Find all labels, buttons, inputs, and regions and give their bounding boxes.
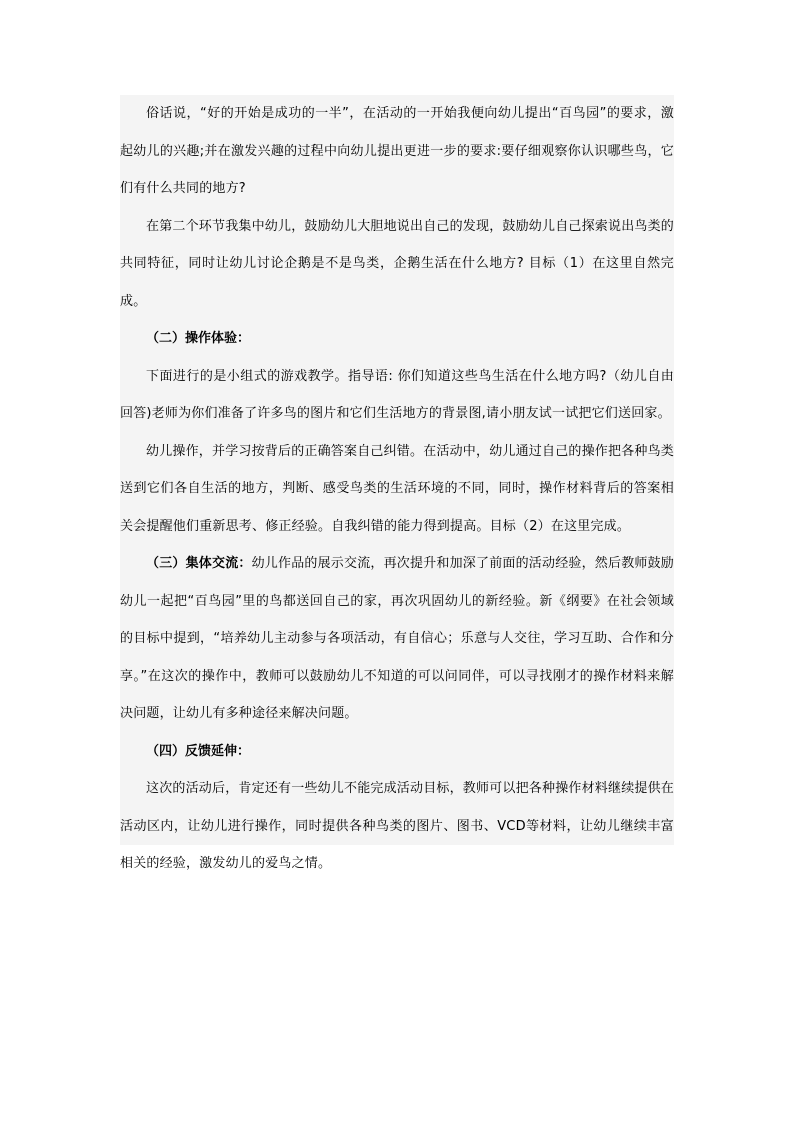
paragraph-group-exchange [120,545,674,733]
paragraph-second-step: 在第二个环节我集中幼儿，鼓励幼儿大胆地说出自己的发现，鼓励幼儿自己探索说出鸟类的共同特征，同时让幼儿讨论企鹅是不是鸟类，企鹅生活在什么地方? 目标（1）在这里自然完成。 [120,218,675,309]
document-text-block [120,95,675,871]
paragraph-intro: 俗话说，“好的开始是成功的一半”，在活动的一开始我便向幼儿提出“百鸟园”的要求，激起幼儿的兴趣;并在激发兴趣的过程中向幼儿提出更进一步的要求:要仔细观察你认识哪些鸟，它们有什么共同的地方? [120,106,674,196]
paragraph-group-game: 下面进行的是小组式的游戏教学。指导语: 你们知道这些鸟生活在什么地方吗?（幼儿自由回答)老师为你们准备了许多鸟的图片和它们生活地方的背景图,请小朋友试一试把它们送回家。 [120,368,674,421]
section-heading-feedback: （四）反馈延伸： [146,743,251,759]
paragraph-group-exchange-text: 幼儿作品的展示交流，再次提升和加深了前面的活动经验，然后教师鼓励幼儿一起把“百鸟园”里的鸟都送回自己的家，再次巩固幼儿的新经验。新《纲要》在社会领域的目标中提到，“培养幼儿主动参与各项活动，有自信心；乐意与人交往，学习互助、合作和分享。”在这次的操作中，教师可以鼓励幼儿不知道的可以问同伴，可以寻找刚才的操作材料来解决问题，让幼儿有多种途径来解决问题。 [120,556,675,721]
section-heading-operation: （二）操作体验： [146,331,251,346]
section-heading-exchange: （三）集体交流： [146,556,252,571]
paragraph-self-correction: 幼儿操作，并学习按背后的正确答案自己纠错。在活动中，幼儿通过自己的操作把各种鸟类送到它们各自生活的地方，判断、感受鸟类的生活环境的不同，同时，操作材料背后的答案相关会提醒他们重新思考、修正经验。自我纠错的能力得到提高。目标（2）在这里完成。 [120,443,675,534]
paragraph-extension: 这次的活动后，肯定还有一些幼儿不能完成活动目标，教师可以把各种操作材料继续提供在活动区内，让幼儿进行操作，同时提供各种鸟类的图片、图书、VCD等材料，让幼儿继续丰富相关的经验，激发幼儿的爱鸟之情。 [120,781,675,871]
